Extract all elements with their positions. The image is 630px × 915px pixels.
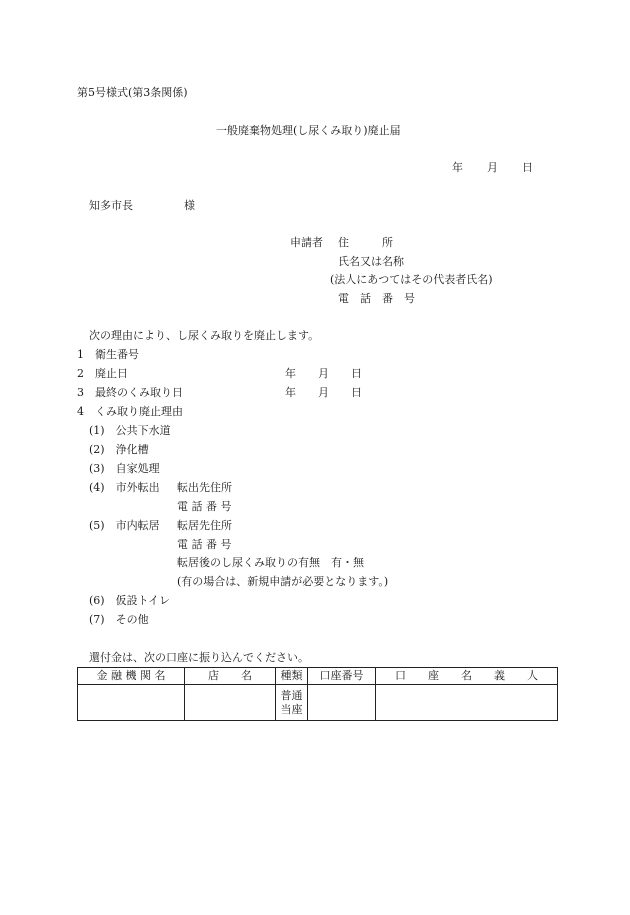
applicant-label: 申請者 <box>290 236 323 249</box>
item-abolition-reason: 4 くみ取り廃止理由 <box>77 405 183 418</box>
item-sanitation-number: 1 衛生番号 <box>77 348 139 361</box>
branch-name-cell[interactable] <box>185 685 276 721</box>
item-last-collection-date: 3 最終のくみ取り日 <box>77 386 183 399</box>
bank-table-header-row <box>78 668 558 685</box>
move-within-collection-question: 転居後のし尿くみ取りの有無 有・無 <box>177 556 364 569</box>
addressee-name: 知多市長 <box>89 199 133 212</box>
applicant-phone-label: 電 話 番 号 <box>338 292 415 305</box>
applicant-rep-label: (法人にあつてはその代表者氏名) <box>330 273 493 286</box>
date-month-label: 月 <box>487 161 498 174</box>
form-number: 第5号様式(第3条関係) <box>77 86 188 99</box>
addressee-honorific: 様 <box>184 199 195 212</box>
account-type-ordinary: 普通 <box>280 688 303 702</box>
account-holder-cell[interactable] <box>376 685 558 721</box>
applicant-name-label: 氏名又は名称 <box>338 255 404 268</box>
account-type-header: 種類 <box>276 668 308 685</box>
reason-self-treatment: (3) 自家処理 <box>89 462 160 475</box>
reason-septic-tank: (2) 浄化槽 <box>89 443 149 456</box>
date-year-label: 年 <box>452 161 463 174</box>
account-number-cell[interactable] <box>308 685 376 721</box>
move-within-phone-label: 電 話 番 号 <box>177 538 232 551</box>
bank-table-entry-row <box>78 685 558 721</box>
intro-text: 次の理由により、し尿くみ取りを廃止します。 <box>89 329 320 342</box>
move-within-note: (有の場合は、新規申請が必要となります。) <box>177 575 389 588</box>
move-within-address-label: 転居先住所 <box>177 519 232 532</box>
account-number-header: 口座番号 <box>308 668 376 685</box>
refund-instruction: 還付金は、次の口座に振り込んでください。 <box>89 651 309 664</box>
applicant-address-label: 住 所 <box>338 236 393 249</box>
item-abolition-date: 2 廃止日 <box>77 367 128 380</box>
branch-name-header: 店 名 <box>185 668 276 685</box>
move-out-phone-label: 電 話 番 号 <box>177 500 232 513</box>
abolition-date-fields: 年 月 日 <box>285 367 362 380</box>
bank-name-header: 金 融 機 関 名 <box>78 668 185 685</box>
move-out-address-label: 転出先住所 <box>177 481 232 494</box>
account-holder-header: 口 座 名 義 人 <box>376 668 558 685</box>
reason-move-out: (4) 市外転出 <box>89 481 160 494</box>
date-day-label: 日 <box>522 161 533 174</box>
account-type-current: 当座 <box>280 702 303 716</box>
reason-move-within: (5) 市内転居 <box>89 519 160 532</box>
reason-other: (7) その他 <box>89 613 149 626</box>
account-type-cell[interactable] <box>276 685 308 721</box>
reason-temporary-toilet: (6) 仮設トイレ <box>89 594 171 607</box>
form-title: 一般廃棄物処理(し尿くみ取り)廃止届 <box>216 124 401 137</box>
bank-account-table <box>77 667 558 721</box>
last-collection-date-fields: 年 月 日 <box>285 386 362 399</box>
reason-public-sewer: (1) 公共下水道 <box>89 424 171 437</box>
bank-name-cell[interactable] <box>78 685 185 721</box>
